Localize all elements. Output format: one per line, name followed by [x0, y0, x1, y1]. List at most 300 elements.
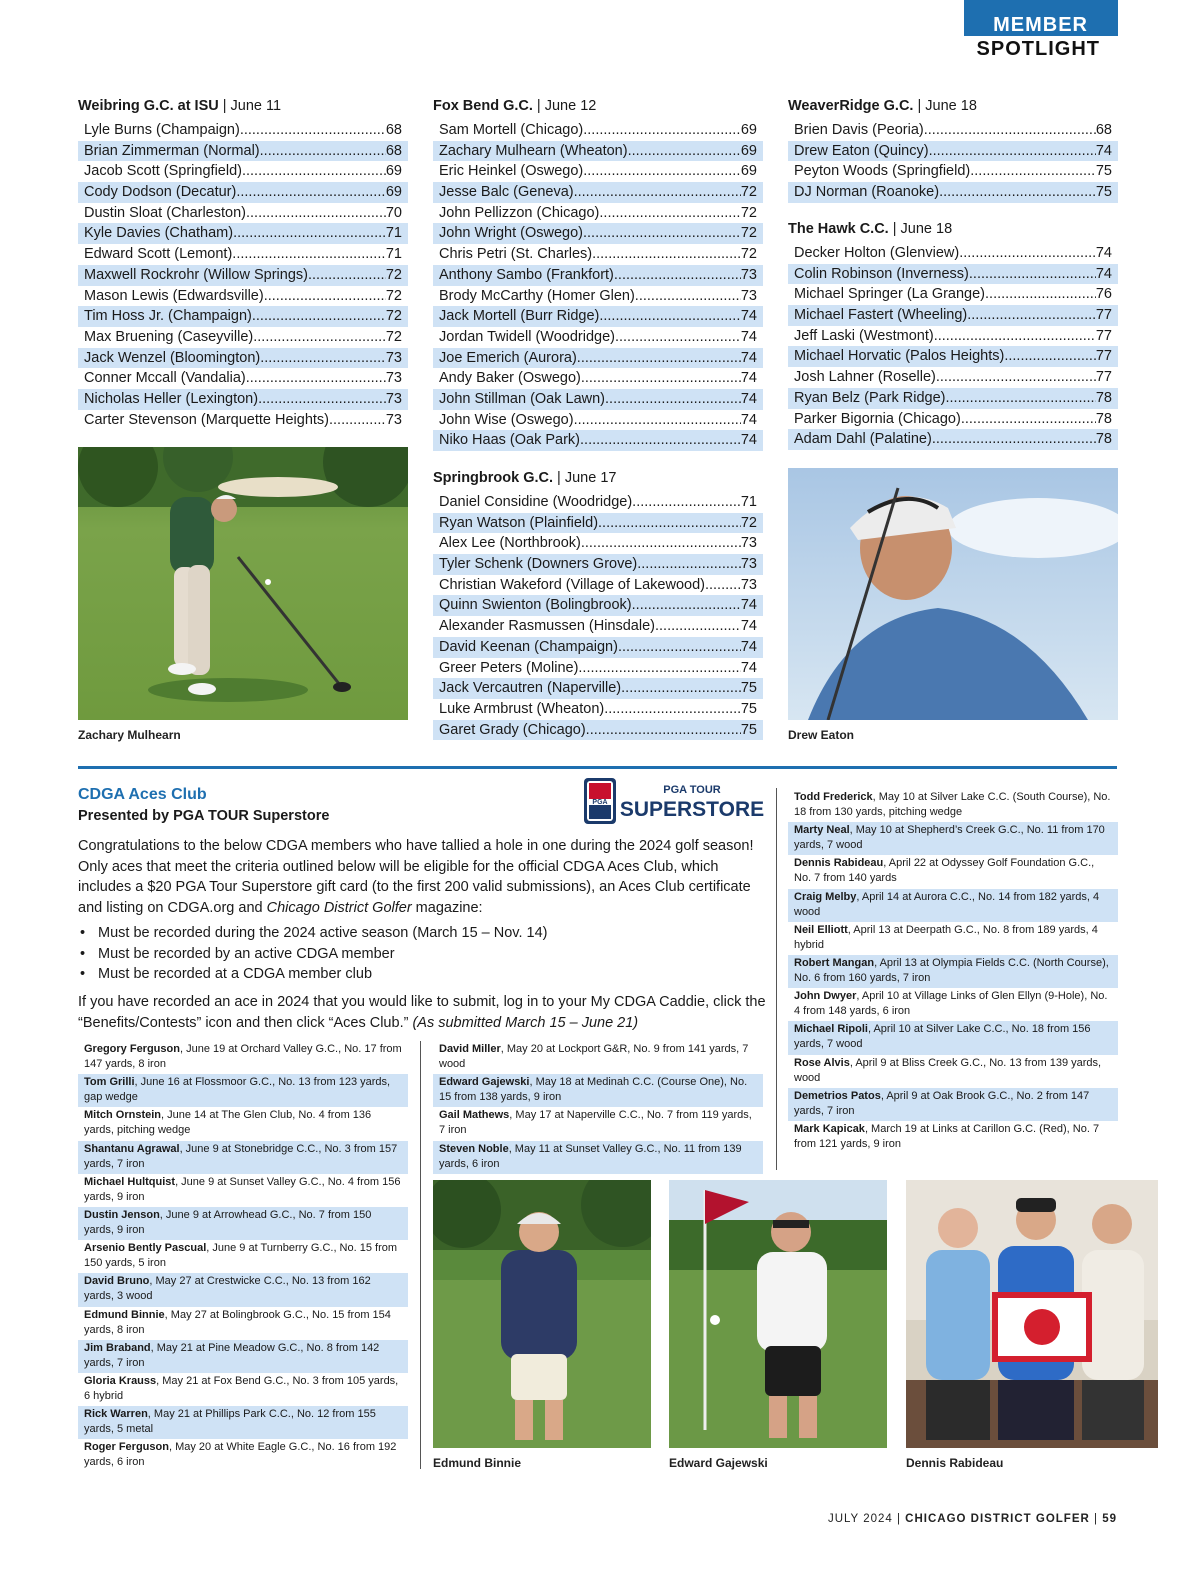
column-divider	[776, 788, 777, 1170]
dot-leader	[946, 388, 1096, 409]
dot-leader	[583, 223, 741, 244]
score-row	[788, 388, 1118, 409]
dot-leader	[967, 305, 1096, 326]
dot-leader	[969, 264, 1096, 285]
player-name: Cody Dodson (Decatur)	[84, 184, 237, 201]
dot-leader	[240, 120, 386, 141]
ace-details: , March 19 at Links at Carillon G.C. (Red), No. 7 from 121 yards, 9 iron	[794, 1122, 1100, 1150]
player-name: Daniel Considine (Woodridge)	[439, 494, 633, 510]
score-row	[78, 141, 408, 162]
player-name: DJ Norman (Roanoke)	[794, 184, 940, 201]
ace-details: , May 20 at White Eagle G.C., No. 16 from 192 yards, 6 iron	[84, 1441, 397, 1469]
ace-entry	[78, 1141, 408, 1174]
score-row	[788, 120, 1118, 141]
player-name: John Stillman (Oak Lawn)	[439, 390, 606, 407]
player-score: 72	[385, 328, 402, 345]
dot-leader	[599, 203, 740, 224]
dot-leader	[242, 161, 386, 182]
dot-leader	[232, 244, 386, 265]
player-name: Parker Bigornia (Chicago)	[794, 410, 961, 427]
ace-details: , May 21 at Fox Bend G.C., No. 3 from 105 yards, 6 hybrid	[84, 1374, 399, 1402]
player-score: 74	[740, 328, 757, 345]
player-score: 77	[1095, 348, 1112, 365]
ace-member-name: Dustin Jenson	[84, 1208, 160, 1221]
results-weaverridge	[788, 96, 1118, 203]
player-name: Adam Dahl (Palatine)	[794, 431, 932, 448]
player-score: 77	[1095, 369, 1112, 386]
dot-leader	[604, 699, 741, 720]
player-name: Decker Holton (Glenview)	[794, 245, 960, 261]
score-row	[78, 368, 408, 389]
separator: |	[218, 98, 231, 114]
player-name: Eric Heinkel (Oswego)	[439, 163, 584, 180]
player-score: 74	[1095, 245, 1112, 261]
ace-member-name: Demetrios Patos	[794, 1089, 881, 1102]
player-name: Ryan Watson (Plainfield)	[439, 514, 599, 531]
player-name: Luke Armbrust (Wheaton)	[439, 700, 605, 717]
ace-member-name: Edward Gajewski	[439, 1076, 530, 1089]
score-row	[78, 182, 408, 203]
player-score: 78	[1095, 410, 1112, 427]
player-name: Anthony Sambo (Frankfort)	[439, 266, 614, 283]
player-score: 77	[1095, 327, 1112, 344]
score-row	[788, 305, 1118, 326]
aces-list-column-2	[433, 1041, 763, 1174]
ace-member-name: Marty Neal	[794, 824, 850, 837]
ace-entry	[788, 822, 1118, 855]
ace-details: , May 21 at Phillips Park C.C., No. 12 from 155 yards, 5 metal	[84, 1408, 376, 1436]
ace-entry	[78, 1439, 408, 1472]
course-name: Fox Bend G.C.	[433, 98, 533, 114]
player-score: 76	[1095, 286, 1112, 303]
ace-entry	[78, 1406, 408, 1439]
player-name: Brian Zimmerman (Normal)	[84, 142, 260, 159]
submit-instructions	[78, 992, 768, 1033]
course-heading	[433, 96, 763, 116]
ace-entry	[78, 1373, 408, 1406]
player-name: Brody McCarthy (Homer Glen)	[439, 287, 635, 304]
criteria-item: • Must be recorded by an active CDGA member	[78, 944, 768, 965]
player-name: Alex Lee (Northbrook)	[439, 535, 581, 552]
player-name: Josh Lahner (Roselle)	[794, 369, 936, 386]
score-row	[78, 389, 408, 410]
ace-member-name: Gail Mathews	[439, 1109, 510, 1122]
ace-member-name: Michael Hultquist	[84, 1175, 176, 1188]
ace-details: , June 9 at Turnberry G.C., No. 15 from 150 yards, 5 iron	[84, 1242, 398, 1270]
player-score: 74	[740, 390, 757, 407]
score-row	[433, 348, 763, 369]
player-name: Jack Vercautren (Naperville)	[439, 680, 622, 697]
dot-leader	[705, 575, 741, 596]
player-score: 73	[740, 266, 757, 283]
player-name: Edward Scott (Lemont)	[84, 246, 233, 263]
score-row	[78, 120, 408, 141]
ace-details: , April 14 at Aurora C.C., No. 14 from 182 yards, 4 wood	[794, 890, 1100, 918]
results-springbrook	[433, 468, 763, 740]
dot-leader	[264, 286, 386, 307]
score-row	[433, 286, 763, 307]
player-score: 73	[740, 287, 757, 304]
dot-leader	[1004, 346, 1096, 367]
ace-member-name: Rose Alvis	[794, 1056, 850, 1069]
player-score: 70	[385, 204, 402, 221]
dot-leader	[932, 429, 1096, 450]
ace-member-name: Michael Ripoli	[794, 1023, 868, 1036]
score-row	[433, 182, 763, 203]
separator: |	[532, 98, 545, 114]
player-name: Greer Peters (Moline)	[439, 659, 579, 676]
player-score: 74	[740, 597, 757, 614]
ace-details: , May 21 at Pine Meadow G.C., No. 8 from 142 yards, 7 iron	[84, 1341, 380, 1369]
score-row	[78, 410, 408, 431]
player-score: 74	[1095, 265, 1112, 282]
aces-club-subtitle: Presented by PGA TOUR Superstore	[78, 808, 330, 824]
player-score: 73	[740, 535, 757, 552]
aces-club-title: CDGA Aces Club	[78, 786, 207, 803]
ace-entry	[78, 1041, 408, 1074]
ace-member-name: Rick Warren	[84, 1408, 148, 1421]
ace-details: , June 19 at Orchard Valley G.C., No. 17 from 147 yards, 8 iron	[84, 1043, 402, 1070]
ace-member-name: David Miller	[439, 1043, 501, 1055]
ace-details: , April 22 at Odyssey Golf Foundation G.C., No. 7 from 140 yards	[794, 857, 1095, 885]
dot-leader	[632, 595, 741, 616]
score-row	[788, 367, 1118, 388]
player-score: 71	[740, 494, 757, 510]
score-row	[78, 223, 408, 244]
dot-leader	[985, 284, 1096, 305]
photo-dennis-rabideau	[906, 1180, 1158, 1448]
tab-title-line1: MEMBER	[993, 14, 1088, 36]
player-name: Tim Hoss Jr. (Champaign)	[84, 308, 252, 325]
score-row	[78, 348, 408, 369]
score-row	[788, 264, 1118, 285]
submit-dates: (As submitted March 15 – June 21)	[412, 1014, 639, 1031]
score-row	[433, 430, 763, 451]
separator: |	[913, 98, 926, 114]
photo-zachary-mulhearn	[78, 447, 408, 720]
column-divider	[420, 1041, 421, 1469]
score-row	[788, 409, 1118, 430]
score-row	[433, 575, 763, 596]
pga-tour-superstore-logo	[584, 778, 764, 824]
ace-member-name: Todd Frederick	[794, 791, 873, 803]
intro-text-2: magazine:	[411, 899, 483, 916]
ace-details: , May 10 at Shepherd’s Creek G.C., No. 11 from 170 yards, 7 wood	[794, 824, 1105, 852]
player-score: 72	[385, 287, 402, 304]
ace-details: , April 9 at Oak Brook G.C., No. 2 from 147 yards, 7 iron	[794, 1089, 1090, 1117]
ace-entry	[433, 1107, 763, 1140]
ace-entry	[78, 1340, 408, 1373]
dot-leader	[583, 120, 741, 141]
player-name: Quinn Swienton (Bolingbrook)	[439, 597, 632, 614]
player-score: 75	[740, 680, 757, 697]
page-footer: JULY 2024 | CHICAGO DISTRICT GOLFER | 59	[827, 1513, 1117, 1525]
dot-leader	[635, 286, 741, 307]
score-row	[788, 326, 1118, 347]
ace-member-name: Jim Braband	[84, 1341, 151, 1354]
ace-details: , April 13 at Olympia Fields C.C. (North Course), No. 6 from 160 yards, 7 iron	[794, 956, 1109, 984]
score-row	[433, 203, 763, 224]
dot-leader	[329, 410, 386, 431]
ace-entry	[78, 1174, 408, 1207]
player-score: 69	[740, 142, 757, 159]
score-row	[78, 306, 408, 327]
player-name: Chris Petri (St. Charles)	[439, 246, 593, 263]
player-score: 75	[1095, 184, 1112, 201]
player-score: 71	[385, 225, 402, 242]
ace-entry	[788, 889, 1118, 922]
score-row	[433, 533, 763, 554]
player-name: Tyler Schenk (Downers Grove)	[439, 556, 638, 573]
section-divider	[78, 766, 1117, 769]
logo-pga-tour-text: PGA TOUR	[663, 784, 721, 796]
ace-entry	[78, 1273, 408, 1306]
ace-details: , June 9 at Stonebridge C.C., No. 3 from 157 yards, 7 iron	[84, 1142, 398, 1170]
course-heading	[433, 468, 763, 488]
dot-leader	[583, 161, 741, 182]
player-score: 74	[740, 370, 757, 387]
criteria-item: • Must be recorded at a CDGA member club	[78, 964, 768, 985]
player-name: Jeff Laski (Westmont)	[794, 327, 934, 344]
ace-member-name: Neil Elliott	[794, 923, 848, 936]
score-row	[433, 699, 763, 720]
score-row	[788, 141, 1118, 162]
ace-details: , June 9 at Arrowhead G.C., No. 7 from 150 yards, 9 iron	[84, 1208, 372, 1236]
ace-member-name: Mark Kapicak	[794, 1122, 865, 1135]
dot-leader	[970, 161, 1096, 182]
aces-list-column-3	[788, 789, 1118, 1154]
dot-leader	[615, 327, 741, 348]
caption-edmund-binnie: Edmund Binnie	[433, 1456, 521, 1470]
player-name: Niko Haas (Oak Park)	[439, 432, 581, 449]
dot-leader	[598, 513, 741, 534]
ace-details: , June 14 at The Glen Club, No. 4 from 136 yards, pitching wedge	[84, 1109, 372, 1137]
player-name: Brien Davis (Peoria)	[794, 122, 924, 138]
photo-edmund-binnie	[433, 1180, 651, 1448]
dot-leader	[655, 616, 741, 637]
dot-leader	[236, 182, 386, 203]
player-name: Jack Mortell (Burr Ridge)	[439, 308, 600, 325]
score-row	[78, 244, 408, 265]
player-name: Sam Mortell (Chicago)	[439, 122, 584, 138]
results-fox-bend	[433, 96, 763, 451]
separator: |	[888, 221, 901, 237]
logo-superstore-text: SUPERSTORE	[619, 798, 764, 821]
score-row	[78, 203, 408, 224]
ace-member-name: Roger Ferguson	[84, 1441, 169, 1454]
player-score: 72	[740, 225, 757, 242]
ace-details: , April 13 at Deerpath G.C., No. 8 from 189 yards, 4 hybrid	[794, 923, 1098, 951]
dot-leader	[574, 182, 741, 203]
player-score: 75	[1095, 163, 1112, 180]
course-heading	[788, 96, 1118, 116]
score-row	[433, 368, 763, 389]
player-name: Alexander Rasmussen (Hinsdale)	[439, 618, 655, 635]
dot-leader	[939, 182, 1096, 203]
separator: |	[553, 470, 565, 486]
dot-leader	[260, 348, 386, 369]
score-row	[788, 284, 1118, 305]
player-score: 74	[740, 432, 757, 449]
score-row	[788, 182, 1118, 203]
score-row	[433, 327, 763, 348]
aces-list-column-1	[78, 1041, 408, 1472]
criteria-list	[78, 923, 768, 985]
player-name: Carter Stevenson (Marquette Heights)	[84, 411, 329, 428]
dot-leader	[599, 306, 741, 327]
ace-member-name: Mitch Ornstein	[84, 1109, 162, 1122]
player-name: Jesse Balc (Geneva)	[439, 184, 574, 201]
score-row	[433, 410, 763, 431]
score-row	[433, 244, 763, 265]
player-name: Garet Grady (Chicago)	[439, 721, 586, 738]
ace-member-name: Craig Melby	[794, 890, 857, 903]
player-score: 74	[740, 638, 757, 655]
dot-leader	[924, 120, 1096, 141]
ace-details: , May 27 at Crestwicke C.C., No. 13 from 162 yards, 3 wood	[84, 1275, 371, 1303]
course-date: June 17	[564, 470, 617, 486]
score-row	[78, 327, 408, 348]
course-name: Weibring G.C. at ISU	[78, 98, 219, 114]
score-row	[433, 389, 763, 410]
ace-member-name: Gloria Krauss	[84, 1374, 157, 1387]
player-score: 73	[740, 576, 757, 593]
player-name: Kyle Davies (Chatham)	[84, 225, 234, 242]
intro-text-1: Congratulations to the below CDGA members who have tallied a hole in one during the 2024 golf season! Only aces that meet the criteria outlined below will be eligible for the official CDGA Aces Club, which includes a $20 PGA Tour Superstore gift card (to the first 200 valid submissions), an Aces Club certificate and listing on CDGA.org and	[78, 838, 754, 916]
score-row	[433, 720, 763, 741]
ace-entry	[78, 1207, 408, 1240]
player-name: Ryan Belz (Park Ridge)	[794, 389, 946, 406]
ace-details: , April 9 at Bliss Creek G.C., No. 13 from 139 yards, wood	[794, 1056, 1102, 1084]
caption-dennis-rabideau: Dennis Rabideau	[906, 1456, 1004, 1470]
dot-leader	[577, 348, 741, 369]
player-score: 78	[1095, 389, 1112, 406]
dot-leader	[637, 554, 741, 575]
ace-details: , April 10 at Village Links of Glen Ellyn (9-Hole), No. 4 from 148 yards, 6 iron	[794, 990, 1108, 1018]
dot-leader	[959, 243, 1096, 264]
course-date: June 18	[900, 221, 953, 237]
ace-details: , June 9 at Sunset Valley G.C., No. 4 from 156 yards, 9 iron	[84, 1175, 401, 1203]
results-the-hawk	[788, 219, 1118, 450]
ace-entry	[433, 1074, 763, 1107]
dot-leader	[578, 658, 740, 679]
player-score: 73	[385, 349, 402, 366]
ace-entry	[788, 1021, 1118, 1054]
player-score: 74	[740, 411, 757, 428]
photo-drew-eaton	[788, 468, 1118, 720]
score-row	[788, 429, 1118, 450]
ace-details: , May 20 at Lockport G&R, No. 9 from 141 yards, 7 wood	[439, 1043, 749, 1070]
player-score: 71	[385, 246, 402, 263]
footer-issue-date: JULY 2024	[827, 1513, 893, 1525]
ace-entry	[788, 789, 1118, 822]
dot-leader	[929, 141, 1096, 162]
ace-member-name: Arsenio Bently Pascual	[84, 1242, 207, 1255]
player-score: 69	[740, 163, 757, 180]
score-row	[433, 554, 763, 575]
player-name: Michael Springer (La Grange)	[794, 286, 986, 303]
player-score: 74	[740, 349, 757, 366]
player-score: 68	[385, 142, 402, 159]
criteria-item: • Must be recorded during the 2024 active season (March 15 – Nov. 14)	[78, 923, 768, 944]
player-name: Lyle Burns (Champaign)	[84, 122, 240, 138]
player-name: Jack Wenzel (Bloomington)	[84, 349, 261, 366]
ace-details: , June 16 at Flossmoor G.C., No. 13 from 123 yards, gap wedge	[84, 1076, 391, 1104]
ace-entry	[788, 955, 1118, 988]
score-row	[788, 161, 1118, 182]
dot-leader	[580, 430, 741, 451]
player-score: 69	[385, 184, 402, 201]
player-score: 78	[1095, 431, 1112, 448]
player-score: 69	[385, 163, 402, 180]
ace-entry	[78, 1107, 408, 1140]
player-name: Mason Lewis (Edwardsville)	[84, 287, 264, 304]
dot-leader	[246, 368, 386, 389]
player-name: Dustin Sloat (Charleston)	[84, 204, 246, 221]
score-row	[433, 678, 763, 699]
course-date: June 18	[925, 98, 977, 114]
player-name: Colin Robinson (Inverness)	[794, 265, 969, 282]
dot-leader	[614, 265, 741, 286]
player-name: Christian Wakeford (Village of Lakewood)	[439, 576, 705, 593]
dot-leader	[961, 409, 1096, 430]
player-score: 72	[385, 266, 402, 283]
ace-entry	[433, 1141, 763, 1174]
player-score: 72	[740, 204, 757, 221]
dot-leader	[260, 141, 386, 162]
score-row	[433, 223, 763, 244]
ace-entry	[78, 1307, 408, 1340]
ace-member-name: Robert Mangan	[794, 956, 875, 969]
player-name: Jordan Twidell (Woodridge)	[439, 328, 615, 345]
dot-leader	[621, 678, 741, 699]
score-row	[433, 306, 763, 327]
aces-intro-paragraph	[78, 836, 768, 918]
dot-leader	[586, 720, 741, 741]
dot-leader	[581, 533, 741, 554]
photo-edward-gajewski	[669, 1180, 887, 1448]
player-score: 68	[385, 122, 402, 138]
score-row	[433, 637, 763, 658]
score-row	[78, 161, 408, 182]
ace-member-name: Gregory Ferguson	[84, 1043, 180, 1055]
score-row	[433, 616, 763, 637]
dot-leader	[618, 637, 741, 658]
dot-leader	[233, 223, 386, 244]
caption-drew-eaton: Drew Eaton	[788, 728, 855, 742]
score-row	[788, 243, 1118, 264]
score-row	[433, 120, 763, 141]
score-row	[433, 658, 763, 679]
ace-details: , April 10 at Silver Lake C.C., No. 18 from 156 yards, 7 wood	[794, 1023, 1091, 1051]
player-score: 74	[740, 618, 757, 635]
logo-badge-text: PGA	[592, 799, 608, 806]
player-name: Conner Mccall (Vandalia)	[84, 370, 246, 387]
course-date: June 12	[544, 98, 597, 114]
player-name: Michael Fastert (Wheeling)	[794, 307, 968, 324]
member-spotlight-tab	[964, 0, 1118, 62]
dot-leader	[258, 389, 386, 410]
score-row	[433, 265, 763, 286]
ace-member-name: John Dwyer	[794, 990, 857, 1003]
ace-member-name: Tom Grilli	[84, 1076, 135, 1089]
ace-entry	[788, 1088, 1118, 1121]
course-date: June 11	[230, 98, 282, 114]
course-name: The Hawk C.C.	[788, 221, 889, 237]
ace-entry	[788, 1121, 1118, 1154]
score-row	[78, 265, 408, 286]
player-score: 69	[740, 122, 757, 138]
